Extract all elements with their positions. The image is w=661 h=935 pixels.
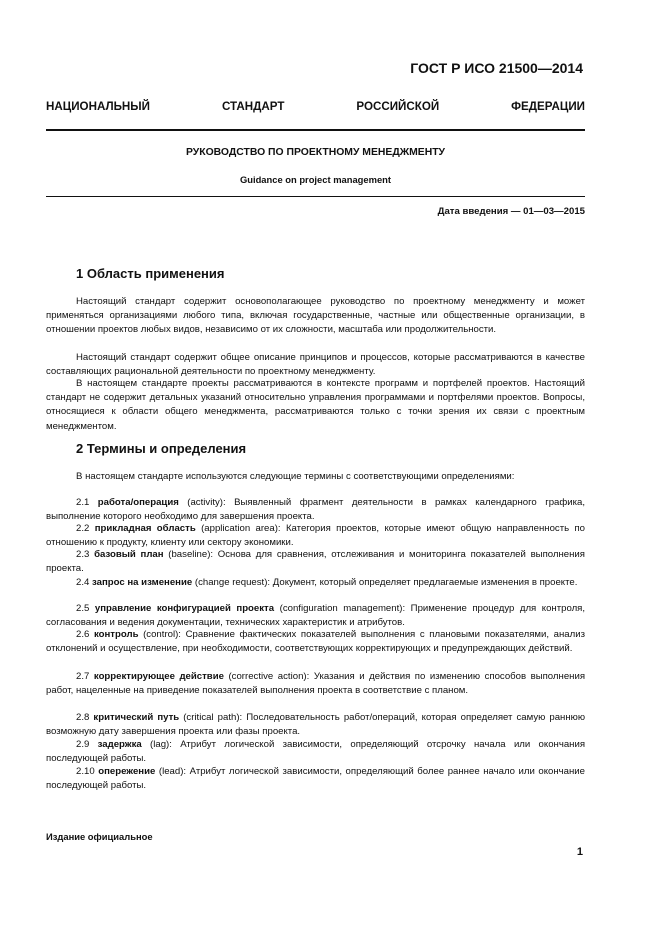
section-1-paragraph: Настоящий стандарт содержит общее описание принципов и процессов, которые рассматриваются в качестве составляющих рациональной деятельности по проектному менеджменту. <box>46 352 585 378</box>
title-english: Guidance on project management <box>239 174 392 185</box>
header-divider <box>46 129 585 131</box>
official-edition-label: Издание официальное <box>46 831 153 842</box>
document-code: ГОСТ Р ИСО 21500—2014 <box>410 60 583 76</box>
page-number: 1 <box>576 846 583 858</box>
term-entry: 2.6 контроль (control): Сравнение фактических показателей выполнения с плановыми показателями, анализ отклонений и осуществление, при необходимости, соответствующих корректирующих и предупреждающих действий. <box>46 629 585 655</box>
term-entry: 2.4 запрос на изменение (change request): Документ, который определяет предлагаемые изменения в проекте. <box>76 577 578 588</box>
term-entry: 2.2 прикладная область (application area): Категория проектов, которые имеют общую направленность по отношению к продукту, клиенту или сектору экономики. <box>46 523 585 549</box>
term-entry: 2.5 управление конфигурацией проекта (configuration management): Применение процедур для контроля, согласования и ведения документации, технических характеристик и атрибутов. <box>46 603 586 629</box>
term-entry: 2.8 критический путь (critical path): Последовательность работ/операций, которая определяет самую раннюю возможную дату завершения проекта или фазы проекта. <box>46 712 586 738</box>
section-1-paragraph: В настоящем стандарте проекты рассматриваются в контексте программ и портфелей проектов. Настоящий стандарт не содержит детальных указаний относительно управления программами и портфелями проектов. Вопросы, относящиеся к области общего менеджмента, рассматриваются только с точки зрения их связи с проектным менеджментом. <box>46 378 585 432</box>
title-divider <box>46 196 585 197</box>
introduction-date: Дата введения — 01—03—2015 <box>437 206 585 217</box>
national-standard-line: НАЦИОНАЛЬНЫЙ СТАНДАРТ РОССИЙСКОЙ ФЕДЕРАЦИИ <box>46 100 585 113</box>
term-entry: 2.1 работа/операция (activity): Выявленный фрагмент деятельности в рамках календарного графика, выполнение которого необходимо для завершения проекта. <box>46 497 586 523</box>
section-2-intro: В настоящем стандарте используются следующие термины с соответствующими определениями: <box>76 471 515 482</box>
section-1-heading: 1 Область применения <box>76 266 225 281</box>
term-entry: 2.3 базовый план (baseline): Основа для сравнения, отслеживания и мониторинга показателей выполнения проекта. <box>46 549 585 575</box>
term-entry: 2.10 опережение (lead): Атрибут логической зависимости, определяющий более раннее начало или окончание последующей работы. <box>46 766 585 792</box>
section-2-heading: 2 Термины и определения <box>76 441 247 456</box>
section-1-paragraph: Настоящий стандарт содержит основополагающее руководство по проектному менеджменту и может применяться организациями любого типа, включая государственные, частные или общественные организации, в отношении проектов любых видов, независимо от их сложности, масштаба или продолжительности. <box>46 296 585 336</box>
term-entry: 2.9 задержка (lag): Атрибут логической зависимости, определяющий отсрочку начала или окончания последующей работы. <box>46 739 586 765</box>
title-russian: РУКОВОДСТВО ПО ПРОЕКТНОМУ МЕНЕДЖМЕНТУ <box>185 147 446 158</box>
term-entry: 2.7 корректирующее действие (corrective action): Указания и действия по изменению способов выполнения работ, нацеленные на приведение показателей выполнения проекта в соответствие с планом. <box>46 671 586 697</box>
